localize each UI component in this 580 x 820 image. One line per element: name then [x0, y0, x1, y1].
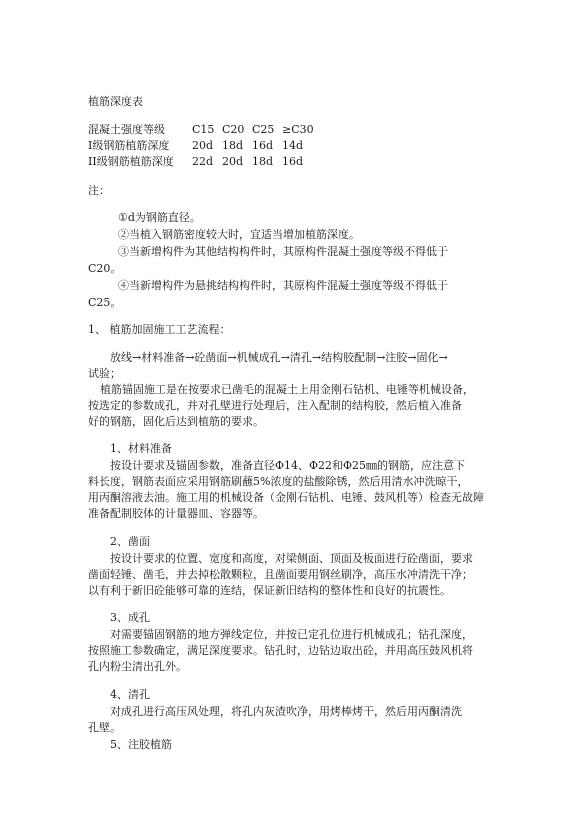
note-line: ③当新增构件为其他结构构件时，其原构件混凝土强度等级不得低于 [118, 245, 448, 258]
table-cell: 14d [282, 139, 304, 152]
paragraph-line: 孔内粉尘清出孔外。 [88, 660, 187, 673]
table-cell: 22d [192, 155, 214, 168]
table-cell: 20d [192, 139, 214, 152]
table-header-cell: ≥C30 [282, 123, 314, 136]
paragraph-line: 对成孔进行高压风处理，将孔内灰渣吹净，用烤棒烤干，然后用丙酮清洗 [110, 705, 462, 718]
note-line: C25。 [88, 296, 122, 309]
table-header-cell: C15 [192, 123, 215, 136]
paragraph-line: 按设计要求及锚固参数，准备直径Φ14、Φ22和Φ25㎜的钢筋，应注意下 [110, 459, 466, 472]
table-row [88, 139, 312, 153]
flow-line: 放线→材料准备→砼凿面→机械成孔→清孔→结构胶配制→注胶→固化→ [110, 351, 448, 364]
note-line: C20。 [88, 262, 122, 275]
table-cell: 18d [222, 139, 244, 152]
table-cell: 20d [222, 155, 244, 168]
section-heading: 1、材料准备 [110, 442, 172, 455]
table-cell: 16d [282, 155, 304, 168]
section-heading: 4、清孔 [110, 688, 150, 701]
intro-line: 好的钢筋，固化后达到植筋的要求。 [88, 415, 264, 428]
table-header-cell: C25 [252, 123, 275, 136]
section-heading: 1、 植筋加固施工工艺流程： [88, 323, 231, 336]
doc-title: 植筋深度表 [88, 95, 143, 108]
table-cell: 18d [252, 155, 274, 168]
table-header-cell: 混凝土强度等级 [88, 123, 165, 136]
table-row [88, 155, 312, 169]
paragraph-line: 用丙酮溶液去油。施工用的机械设备（金刚石钻机、电锤、鼓风机等）检查无故障 [88, 491, 484, 504]
paragraph-line: 凿面轻锤、凿毛，并去掉松散颗粒，且凿面要用钢丝刷净，高压水冲清洗干净； [88, 568, 473, 581]
note-line: ②当植入钢筋密度较大时，宜适当增加植筋深度。 [118, 228, 360, 241]
paragraph-line: 孔壁。 [88, 721, 121, 734]
table-cell: I级钢筋植筋深度 [88, 139, 170, 152]
paragraph-line: 按照施工参数确定，满足深度要求。钻孔时，边钻边取出砼，并用高压鼓风机将 [88, 644, 473, 657]
paragraph-line: 以有利于新旧砼能够可靠的连结，保证新旧结构的整体性和良好的抗震性。 [88, 584, 451, 597]
paragraph-line: 按设计要求的位置、宽度和高度，对梁侧面、顶面及板面进行砼凿面，要求 [110, 552, 473, 565]
table-cell: 16d [252, 139, 274, 152]
section-heading: 5、注胶植筋 [110, 738, 172, 751]
table-header-cell: C20 [222, 123, 245, 136]
note-line: ①d为钢筋直径。 [118, 211, 201, 224]
notes-label: 注： [88, 184, 110, 197]
table-header-row [88, 123, 312, 137]
note-line: ④当新增构件为悬挑结构构件时，其原构件混凝土强度等级不得低于 [118, 279, 448, 292]
section-heading: 2、凿面 [110, 535, 150, 548]
section-heading: 3、成孔 [110, 611, 150, 624]
flow-line: 试验； [88, 367, 121, 380]
intro-line: 按选定的参数成孔，并对孔壁进行处理后，注入配制的结构胶，然后植入准备 [88, 399, 462, 412]
paragraph-line: 对需要锚固钢筋的地方弹线定位，并按已定孔位进行机械成孔；钻孔深度， [110, 628, 473, 641]
paragraph-line: 料长度，钢筋表面应采用钢筋刷蘸5%浓度的盐酸除锈，然后用清水冲洗晾干， [88, 475, 469, 488]
paragraph-line: 准备配制胶体的计量器皿、容器等。 [88, 507, 264, 520]
table-cell: II级钢筋植筋深度 [88, 155, 174, 168]
intro-line: 植筋锚固施工是在按要求已凿毛的混凝土上用金刚石钻机、电锤等机械设备， [100, 383, 474, 396]
